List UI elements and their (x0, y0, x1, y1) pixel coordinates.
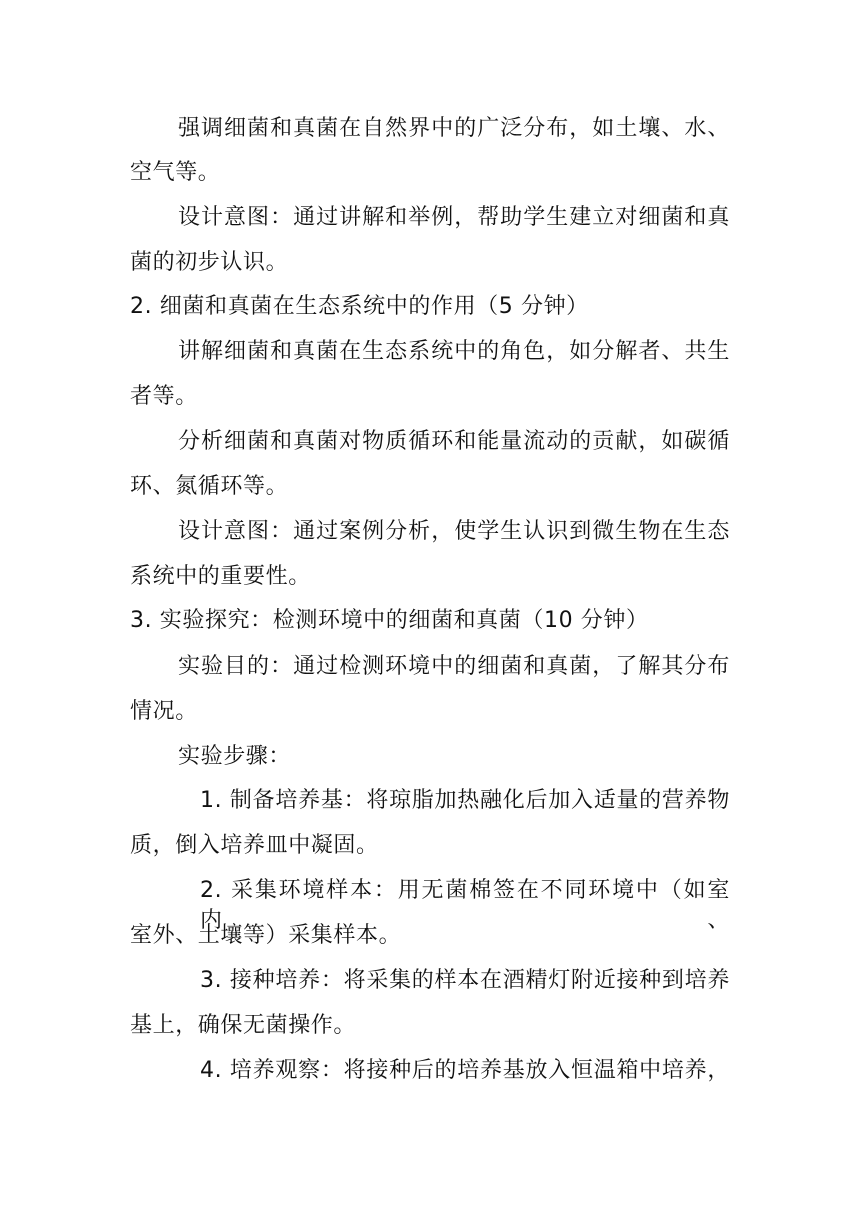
paragraph-line: 设计意图：通过讲解和举例，帮助学生建立对细菌和真 (178, 205, 730, 230)
paragraph-line: 讲解细菌和真菌在生态系统中的角色，如分解者、共生 (178, 339, 730, 364)
paragraph-line: 实验步骤： (178, 744, 292, 769)
paragraph-line: 情况。 (130, 699, 198, 724)
step-item: 4. 培养观察：将接种后的培养基放入恒温箱中培养， (200, 1058, 730, 1083)
paragraph-line: 分析细菌和真菌对物质循环和能量流动的贡献，如碳循 (178, 429, 730, 454)
paragraph-line: 质，倒入培养皿中凝固。 (130, 833, 379, 858)
paragraph-line: 者等。 (130, 384, 198, 409)
paragraph-line: 设计意图：通过案例分析，使学生认识到微生物在生态 (178, 519, 730, 544)
step-item: 3. 接种培养：将采集的样本在酒精灯附近接种到培养 (200, 968, 730, 993)
paragraph-line: 室外、土壤等）采集样本。 (130, 923, 402, 948)
section-heading: 2. 细菌和真菌在生态系统中的作用（5 分钟） (130, 294, 589, 319)
step-item: 2. 采集环境样本：用无菌棉签在不同环境中（如室内、 (200, 878, 730, 933)
section-heading: 3. 实验探究：检测环境中的细菌和真菌（10 分钟） (130, 608, 649, 633)
paragraph-line: 实验目的：通过检测环境中的细菌和真菌，了解其分布 (178, 654, 730, 679)
paragraph-line: 菌的初步认识。 (130, 250, 289, 275)
paragraph-line: 空气等。 (130, 160, 221, 185)
step-item: 1. 制备培养基：将琼脂加热融化后加入适量的营养物 (200, 788, 730, 813)
paragraph-line: 基上，确保无菌操作。 (130, 1013, 357, 1038)
paragraph-line: 系统中的重要性。 (130, 564, 311, 589)
paragraph-line: 环、氮循环等。 (130, 474, 289, 499)
paragraph-line: 强调细菌和真菌在自然界中的广泛分布，如土壤、水、 (178, 116, 730, 141)
